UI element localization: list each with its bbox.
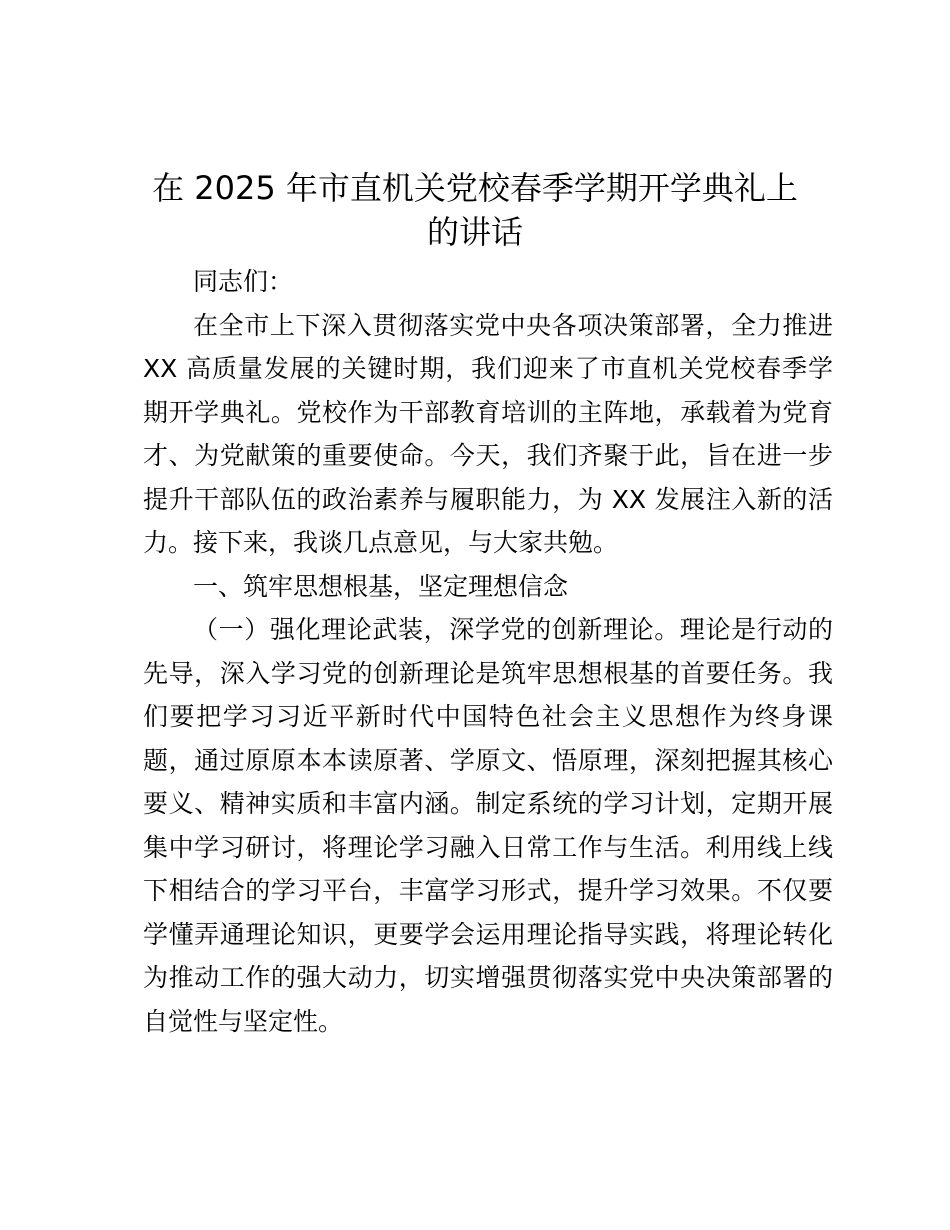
document-title (120, 166, 830, 254)
section-heading-1: 一、筑牢思想根基，坚定理想信念 (193, 571, 569, 601)
title-line-1: 在 2025 年市直机关党校春季学期开学典礼上 (152, 169, 798, 207)
title-line-2: 的讲话 (426, 213, 523, 251)
paragraph-intro: 在全市上下深入贯彻落实党中央各项决策部署，全力推进 XX 高质量发展的关键时期，我们迎来了市直机关党校春季学期开学典礼。党校作为干部教育培训的主阵地，承载着为党育才、为党献策的重要使命。今天，我们齐聚于此，旨在进一步提升干部队伍的政治素养与履职能力，为 XX 发展注入新的活力。接下来，我谈几点意见，与大家共勉。 (143, 310, 833, 557)
salutation: 同志们： (193, 267, 294, 296)
paragraph-section-1-1: （一）强化理论武装，深学党的创新理论。理论是行动的先导，深入学习党的创新理论是筑牢思想根基的首要任务。我们要把学习习近平新时代中国特色社会主义思想作为终身课题，通过原原本本读原著、学原文、悟原理，深刻把握其核心要义、精神实质和丰富内涵。制定系统的学习计划，定期开展集中学习研讨，将理论学习融入日常工作与生活。利用线上线下相结合的学习平台，丰富学习形式，提升学习效果。不仅要学懂弄通理论知识，更要学会运用理论指导实践，将理论转化为推动工作的强大动力，切实增强贯彻落实党中央决策部署的自觉性与坚定性。 (143, 615, 833, 1036)
document-body (143, 260, 833, 1043)
